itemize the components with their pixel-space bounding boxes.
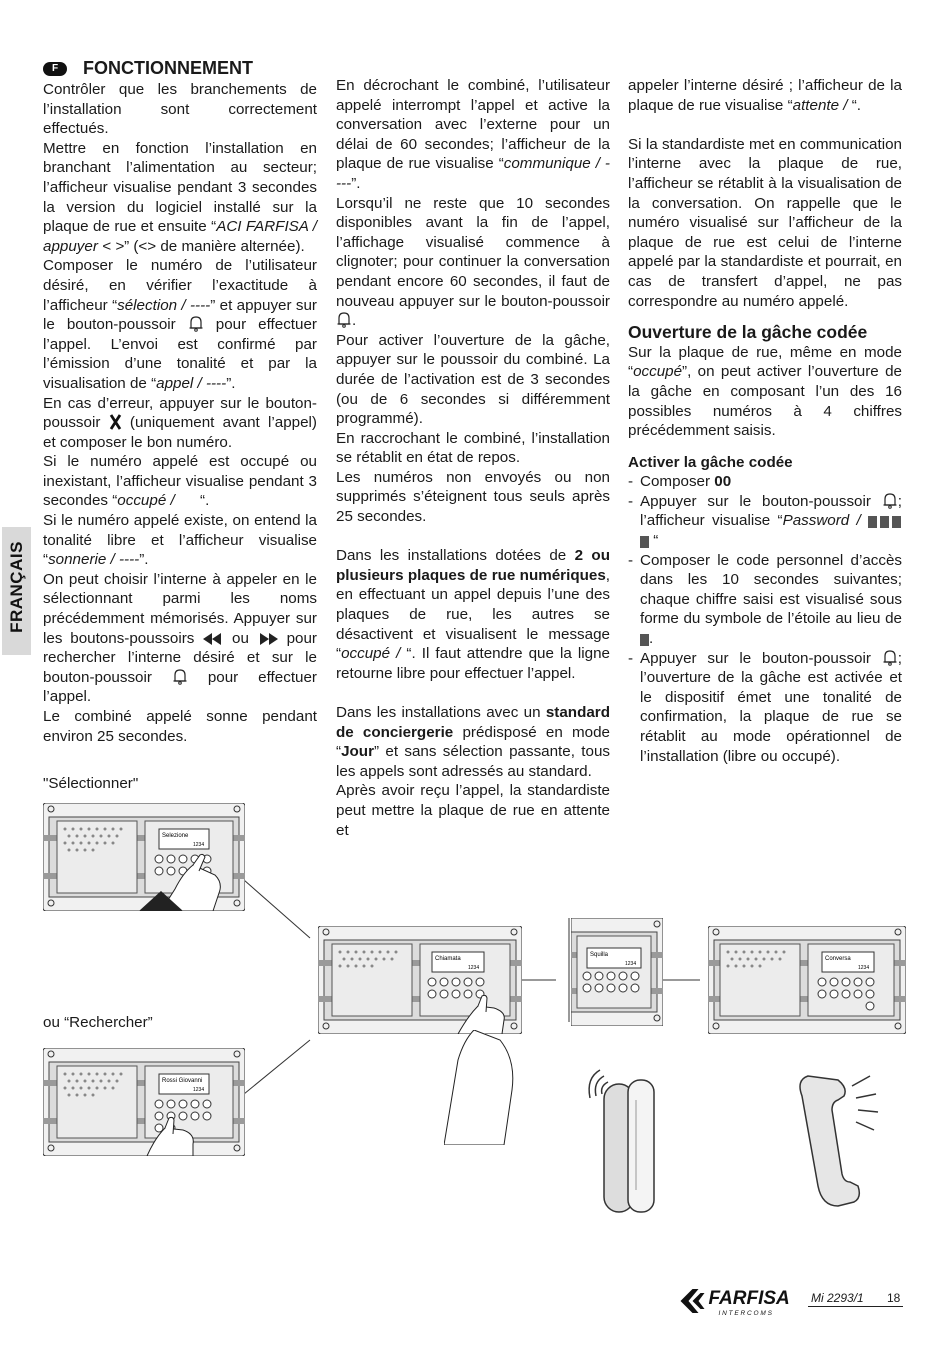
paragraph: En cas d’erreur, appuyer sur le bouton-poussoir (uniquement avant l’appel) et composer le bon numéro. (43, 394, 317, 451)
paragraph: Après avoir reçu l’appel, la standardiste peut mettre la plaque de rue en attente et (336, 782, 610, 839)
display-number: 1234 (858, 965, 870, 971)
display-text: Conversa (825, 956, 851, 962)
display-text: Chiamata (435, 956, 461, 962)
paragraph: En raccrochant le combiné, l’installation se rétablit en état de repos. (336, 429, 610, 467)
list-item: - Appuyer sur le bouton-poussoir ; l’ouverture de la gâche est activée et le dispositif émet une tonalité de confirmation, la plaque de rue se rétablit au mode opérationnel de l’installation (libre ou occupé). (628, 649, 902, 767)
paragraph: Mettre en fonction l’installation en branchant l’alimentation au secteur; l’afficheur visualise pendant 3 secondes la version du logiciel installé sur la plaque de rue et ensuite “ACI FARFISA / appuyer < >” (<> de manière alternée). (43, 139, 317, 255)
subsection-subtitle: Activer la gâche codée (628, 453, 793, 471)
display-text: Squilla (590, 952, 609, 958)
paragraph: Si le numéro appelé existe, on entend la tonalité libre et l’afficheur visualise “sonnerie / ----”. (43, 512, 317, 569)
list-item: - Composer le code personnel d’accès dans les 10 secondes suivantes; chaque chiffre saisi est visualisé sous forme du symbole de l’étoile au lieu de . (628, 551, 902, 649)
brand-name: FARFISA (708, 1288, 790, 1309)
select-label: "Sélectionner" (43, 775, 139, 792)
footer-rule (808, 1306, 903, 1307)
paragraph: appeler l’interne désiré ; l’afficheur de la plaque de rue visualise “attente / “. (628, 77, 902, 114)
display-number: 1234 (625, 961, 637, 967)
language-badge: F (43, 62, 67, 76)
paragraph: Les numéros non envoyés ou non supprimés s’éteignent tous seuls après 25 secondes. (336, 468, 610, 526)
search-label: ou “Rechercher” (43, 1014, 153, 1031)
paragraph: Pour activer l’ouverture de la gâche, appuyer sur le poussoir du combiné. La durée de l’activation est de 3 secondes (ou de 6 secondes si différemment programmé). (336, 331, 610, 428)
language-label: FRANÇAIS (7, 541, 26, 633)
subsection-title: Ouverture de la gâche codée (628, 322, 868, 343)
paragraph: On peut choisir l’interne à appeler en le sélectionnant parmi les noms précédemment mémorisés. Appuyer sur les boutons-poussoirs ou pour rechercher l’interne désiré et sur le bouton-poussoir pour effectuer l’appel. (43, 570, 317, 706)
document-code: Mi 2293/1 (811, 1291, 864, 1305)
paragraph: Dans les installations dotées de 2 ou plusieurs plaques de rue numériques, en effectuant un appel depuis l’une des plaques de rue, les autres se désactivent et visualisent le message “occupé / “. Il faut attendre que la ligne retourne libre pour effectuer l’appel. (336, 547, 610, 682)
door-panel-select (43, 803, 245, 911)
handset-ringing-illustration (582, 1060, 666, 1216)
paragraph: Dans les installations avec un standard de conciergerie prédisposé en mode “Jour” et sans sélection passante, tous les appels sont adressés au standard. (336, 704, 610, 780)
paragraph: Sur la plaque de rue, même en mode “occupé”, on peut activer l’ouverture de la gâche en composant l’un des 16 possibles numéros à 4 chiffres précédemment saisis. (628, 343, 902, 440)
paragraph: Si le numéro appelé est occupé ou inexistant, l’afficheur visualise pendant 3 secondes “occupé / “. (43, 453, 317, 510)
list-item: - Appuyer sur le bouton-poussoir ; l’afficheur visualise “Password / “ (628, 492, 902, 551)
paragraph: Composer le numéro de l’utilisateur désiré, en vérifier l’exactitude à l’afficheur “sélection / ----” et appuyer sur le bouton-poussoir pour effectuer l’appel. L’envoi est confirmé par l’émission d’une tonalité et par la visualisation de “appel / ----”. (43, 257, 317, 392)
brand-subtitle: I N T E R C O M S (718, 1310, 772, 1317)
pointing-hand-illustration (444, 1030, 524, 1145)
display-text: Rossi Giovanni (162, 1078, 203, 1084)
display-text: Selezione (162, 833, 189, 839)
display-number: 1234 (193, 842, 205, 848)
paragraph: Si la standardiste met en communication l’interne avec la plaque de rue, l’afficheur se rétablit à la visualisation de la conversation. On rappelle que le numéro visualisé sur l’afficheur de la plaque de rue est celui de l’interne appelé par la standardiste et pourrait, en cas de transfert d’appel, ne pas correspondre au numéro appelé. (628, 135, 902, 310)
handset-lifted-illustration (778, 1066, 898, 1216)
door-panel-ringing (571, 918, 663, 1026)
farfisa-logo (626, 1284, 911, 1318)
door-panel-search (43, 1048, 245, 1156)
paragraph: Lorsqu’il ne reste que 10 secondes disponibles avant la fin de l’appel, l’affichage visualisé commence à clignoter; pour continuer la conversation pendant encore 60 secondes, il faut de nouveau appuyer sur le bouton-poussoir . (336, 194, 610, 330)
display-number: 1234 (468, 965, 480, 971)
paragraph: Contrôler que les branchements de l’installation sont correctement effectués. (43, 81, 317, 138)
title-text: FONCTIONNEMENT (83, 58, 253, 79)
paragraph: Le combiné appelé sonne pendant environ 25 secondes. (43, 708, 317, 745)
paragraph: En décrochant le combiné, l’utilisateur appelé interrompt l’appel et active la conversation avec l’externe pour un délai de 60 secondes; l’afficheur de la plaque de rue visualise “communique / ----”. (336, 77, 610, 192)
page-number: 18 (887, 1291, 901, 1305)
door-panel-calling (318, 926, 522, 1034)
list-item: - Composer 00 (628, 472, 902, 492)
door-panel-conversation (708, 926, 906, 1034)
display-number: 1234 (193, 1087, 205, 1093)
